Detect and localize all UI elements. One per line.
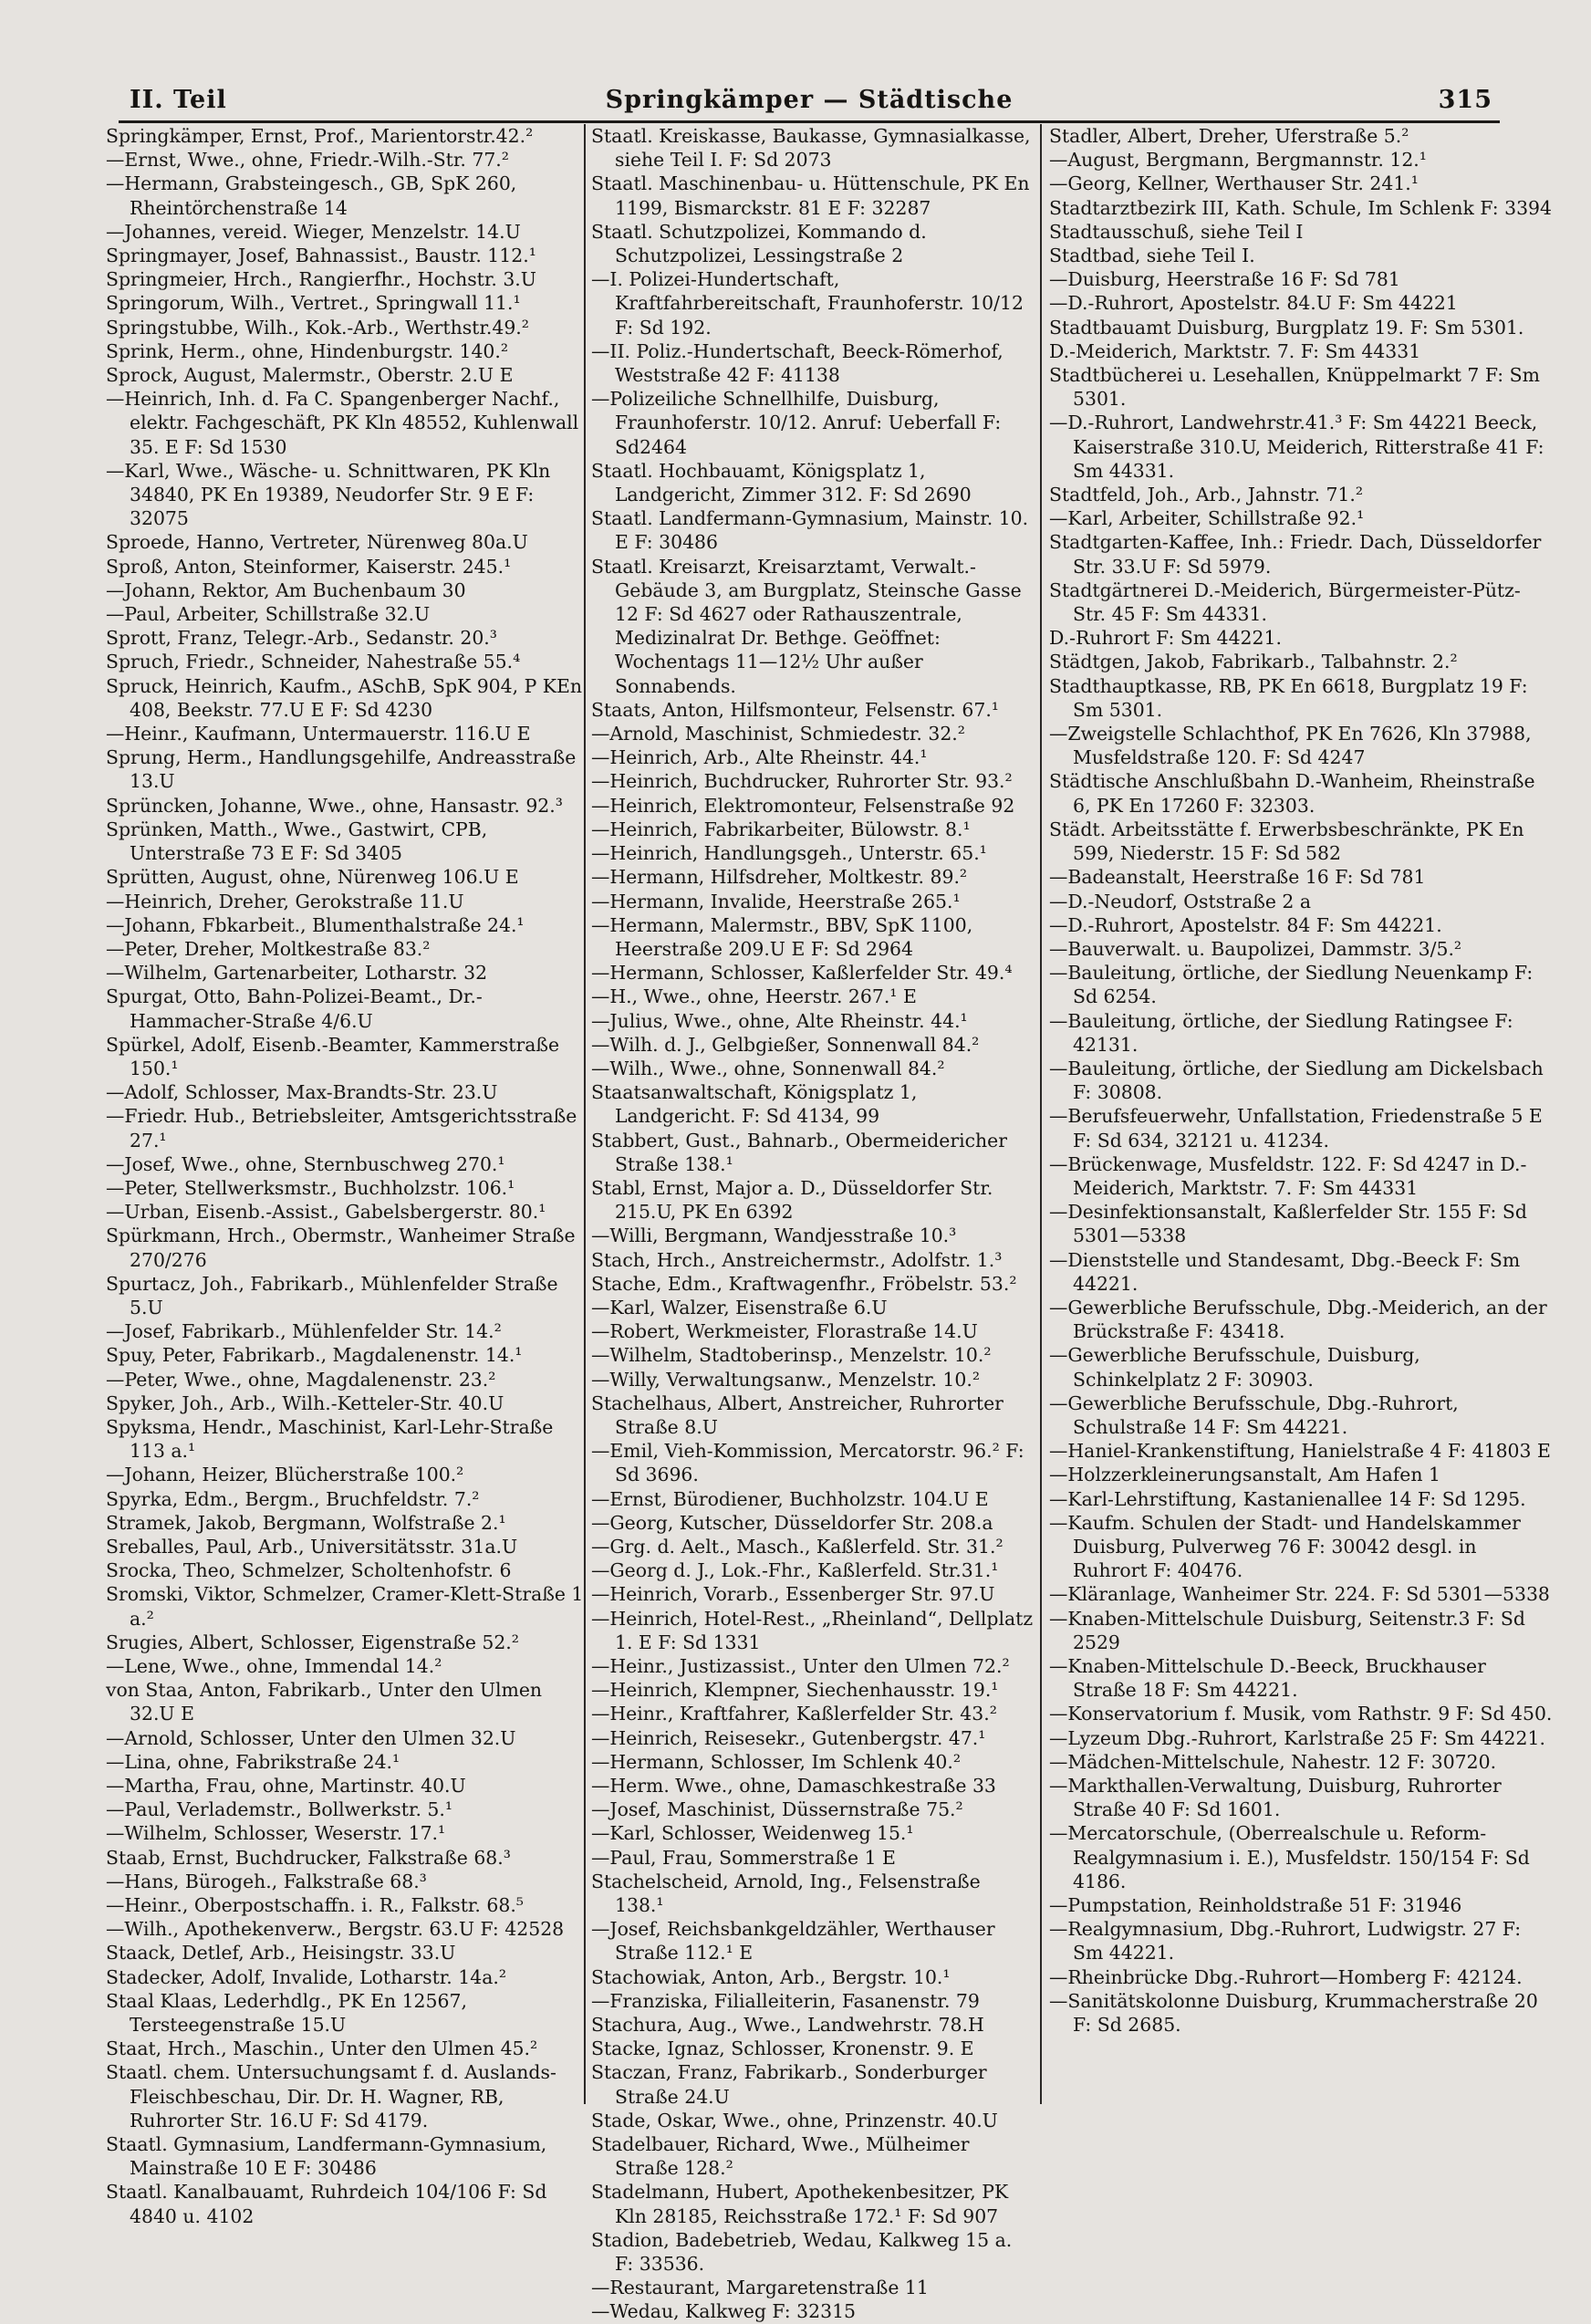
directory-entry: —Julius, Wwe., ohne, Alte Rheinstr. 44.¹ [591,1009,968,1032]
directory-entry: Sprütten, August, ohne, Nürenweg 106.U E [106,866,519,889]
directory-entry: Spruch, Friedr., Schneider, Nahestraße 55.⁴ [106,651,521,673]
directory-entry: —Gewerbliche Berufsschule, Dbg.-Ruhrort, Schulstraße 14 F: Sm 44221. [1049,1391,1459,1438]
directory-entry: —Mädchen-Mittelschule, Nahestr. 12 F: 30720. [1049,1750,1497,1773]
directory-entry: —Konservatorium f. Musik, vom Rathstr. 9 F: Sd 450. [1049,1703,1553,1725]
directory-entry: —Franziska, Filialleiterin, Fasanenstr. 79 [591,1989,980,2012]
directory-entry: —Heinrich, Klempner, Siechenhausstr. 19.¹ [591,1679,999,1702]
page-number: 315 [1438,86,1492,114]
directory-entry: —Sanitätskolonne Duisburg, Krummacherstraße 20 F: Sd 2685. [1049,1989,1538,2037]
directory-entry: Staatsanwaltschaft, Königsplatz 1, Landgericht. F: Sd 4134, 99 [591,1081,918,1128]
directory-entry: —H., Wwe., ohne, Heerstr. 267.¹ E [591,985,917,1008]
directory-entry: Stache, Edm., Kraftwagenfhr., Fröbelstr. 53.² [591,1272,1017,1295]
directory-entry: Staatl. Kreiskasse, Baukasse, Gymnasialkasse, siehe Teil I. F: Sd 2073 [591,125,1031,172]
directory-entry: —Pumpstation, Reinholdstraße 51 F: 31946 [1049,1894,1462,1917]
directory-entry: Stadler, Albert, Dreher, Uferstraße 5.² [1049,125,1409,147]
directory-entry: —Georg, Kutscher, Düsseldorfer Str. 208.a [591,1511,993,1534]
directory-entry: —Duisburg, Heerstraße 16 F: Sd 781 [1049,268,1400,291]
directory-entry: —Heinrich, Vorarb., Essenberger Str. 97.U [591,1583,995,1606]
directory-entry: —Emil, Vieh-Kommission, Mercatorstr. 96.² F: Sd 3696. [591,1440,1024,1486]
directory-entry: —Peter, Stellwerksmstr., Buchholzstr. 106.¹ [106,1176,515,1199]
directory-entry: Spurgat, Otto, Bahn-Polizei-Beamt., Dr.-Hammacher-Straße 4/6.U [106,985,483,1032]
directory-entry: —D.-Ruhrort, Apostelstr. 84 F: Sm 44221. [1049,913,1442,936]
directory-entry: Staatl. Kanalbauamt, Ruhrdeich 104/106 F: Sd 4840 u. 4102 [106,2181,547,2227]
directory-entry: —Josef, Wwe., ohne, Sternbuschweg 270.¹ [106,1152,505,1175]
directory-entry: —Friedr. Hub., Betriebsleiter, Amtsgerichtsstraße 27.¹ [106,1105,577,1152]
directory-entry: Spruck, Heinrich, Kaufm., ASchB, SpK 904, P KEn 408, Beekstr. 77.U E F: Sd 4230 [106,674,583,721]
directory-entry: Staab, Ernst, Buchdrucker, Falkstraße 68.³ [106,1846,511,1869]
directory-entry: Stadtgärtnerei D.-Meiderich, Bürgermeister-Pütz-Str. 45 F: Sm 44331. [1049,578,1521,626]
directory-entry: —Paul, Frau, Sommerstraße 1 E [591,1846,896,1869]
directory-entry: Staczan, Franz, Fabrikarb., Sonderburger Straße 24.U [591,2061,987,2108]
directory-entry: —Josef, Maschinist, Düssernstraße 75.² [591,1798,963,1821]
directory-entry: Staatl. Kreisarzt, Kreisarztamt, Verwalt.-Gebäude 3, am Burgplatz, Steinsche Gasse 12 F: Sd 4627 oder Rathauszentrale, Medizinalrat Dr. Bethge. Geöffnet: Wochentags 11—12½ Uhr außer Sonnabends. [591,555,1022,697]
directory-entry: —Haniel-Krankenstiftung, Hanielstraße 4 F: 41803 E [1049,1440,1551,1463]
directory-entry: —Polizeiliche Schnellhilfe, Duisburg, Fraunhoferstr. 10/12. Anruf: Ueberfall F: Sd2464 [591,388,1002,458]
directory-entry: —Johannes, vereid. Wieger, Menzelstr. 14.U [106,220,521,243]
column-2 [591,124,1035,2323]
directory-entry: —Wilhelm, Stadtoberinsp., Menzelstr. 10.² [591,1344,992,1367]
directory-entry: —Paul, Arbeiter, Schillstraße 32.U [106,603,431,626]
directory-entry: —Desinfektionsanstalt, Kaßlerfelder Str. 155 F: Sd 5301—5338 [1049,1201,1527,1247]
directory-entry: Sprink, Herm., ohne, Hindenburgstr. 140.² [106,339,509,362]
directory-entry: —Hermann, Grabsteingesch., GB, SpK 260, Rheintörchenstraße 14 [106,172,517,219]
directory-entry: —Berufsfeuerwehr, Unfallstation, Friedenstraße 5 E F: Sd 634, 32121 u. 41234. [1049,1105,1543,1152]
directory-entry: Spuy, Peter, Fabrikarb., Magdalenenstr. 14.¹ [106,1344,523,1367]
directory-entry: —Gewerbliche Berufsschule, Duisburg, Schinkelplatz 2 F: 30903. [1049,1344,1420,1391]
directory-entry: —Heinr., Kraftfahrer, Kaßlerfelder Str. 43.² [591,1703,997,1725]
directory-entry: Stachelhaus, Albert, Anstreicher, Ruhrorter Straße 8.U [591,1391,1003,1438]
column-1 [106,124,588,2227]
directory-entry: —Karl, Schlosser, Weidenweg 15.¹ [591,1822,914,1845]
section-label: II. Teil [130,86,227,114]
directory-entry: —Willy, Verwaltungsanw., Menzelstr. 10.² [591,1368,981,1391]
directory-entry: Spürkel, Adolf, Eisenb.-Beamter, Kammerstraße 150.¹ [106,1033,560,1079]
directory-entry: Spurtacz, Joh., Fabrikarb., Mühlenfelder Straße 5.U [106,1272,558,1318]
directory-entry: Staats, Anton, Hilfsmonteur, Felsenstr. 67.¹ [591,698,999,721]
directory-entry: —Ernst, Wwe., ohne, Friedr.-Wilh.-Str. 77.² [106,149,509,172]
directory-entry: Stachowiak, Anton, Arb., Bergstr. 10.¹ [591,1965,951,1988]
directory-entry: Stade, Oskar, Wwe., ohne, Prinzenstr. 40.U [591,2109,998,2131]
directory-entry: —Wedau, Kalkweg F: 32315 [591,2300,857,2323]
directory-entry: Stachura, Aug., Wwe., Landwehrstr. 78.H [591,2014,984,2037]
directory-entry: —Mercatorschule, (Oberrealschule u. Reform-Realgymnasium i. E.), Musfeldstr. 150/154 F: Sd 4186. [1049,1822,1530,1892]
directory-entry: —Hermann, Invalide, Heerstraße 265.¹ [591,890,961,912]
directory-entry: Städtische Anschlußbahn D.-Wanheim, Rheinstraße 6, PK En 17260 F: 32303. [1049,770,1535,817]
directory-entry: —Grg. d. Aelt., Masch., Kaßlerfeld. Str. 31.² [591,1535,1003,1558]
directory-entry: —Johann, Heizer, Blücherstraße 100.² [106,1464,464,1486]
directory-entry: Springstubbe, Wilh., Kok.-Arb., Werthstr.49.² [106,316,529,339]
directory-entry: —Heinr., Justizassist., Unter den Ulmen 72.² [591,1655,1010,1677]
directory-entry: Spyker, Joh., Arb., Wilh.-Ketteler-Str. 40.U [106,1391,504,1414]
directory-entry: —Lina, ohne, Fabrikstraße 24.¹ [106,1750,400,1773]
directory-entry: —Ernst, Bürodiener, Buchholzstr. 104.U E [591,1487,989,1510]
directory-entry: —Martha, Frau, ohne, Martinstr. 40.U [106,1775,466,1798]
directory-entry: Städtgen, Jakob, Fabrikarb., Talbahnstr. 2.² [1049,651,1458,673]
directory-entry: Sromski, Viktor, Schmelzer, Cramer-Klett-Straße 1 a.² [106,1583,584,1630]
directory-entry: —Hermann, Hilfsdreher, Moltkestr. 89.² [591,866,968,889]
directory-entry: —Heinrich, Reisesekr., Gutenbergstr. 47.¹ [591,1726,986,1749]
directory-entry: —Hermann, Malermstr., BBV, SpK 1100, Heerstraße 209.U E F: Sd 2964 [591,913,973,960]
directory-entry: Sprünken, Matth., Wwe., Gastwirt, CPB, Unterstraße 73 E F: Sd 3405 [106,818,488,865]
directory-entry: Springorum, Wilh., Vertret., Springwall 11.¹ [106,292,521,315]
directory-entry: —Wilhelm, Gartenarbeiter, Lotharstr. 32 [106,962,488,985]
directory-entry: —I. Polizei-Hundertschaft, Kraftfahrbereitschaft, Fraunhoferstr. 10/12 F: Sd 192. [591,268,1024,339]
page-header [119,78,1500,123]
directory-entry: Stachelscheid, Arnold, Ing., Felsenstraße 138.¹ [591,1870,981,1917]
directory-entry: Stabbert, Gust., Bahnarb., Obermeidericher Straße 138.¹ [591,1129,1007,1175]
directory-entry: Spürkmann, Hrch., Obermstr., Wanheimer Straße 270/276 [106,1225,576,1271]
directory-entry: —Heinrich, Dreher, Gerokstraße 11.U [106,890,464,912]
directory-entry: —Hans, Bürogeh., Falkstraße 68.³ [106,1870,427,1892]
directory-entry: —Arnold, Maschinist, Schmiedestr. 32.² [591,723,965,745]
directory-entry: —Wilhelm, Schlosser, Weserstr. 17.¹ [106,1822,446,1845]
directory-entry: —Knaben-Mittelschule D.-Beeck, Bruckhauser Straße 18 F: Sm 44221. [1049,1655,1486,1702]
directory-entry: —Johann, Rektor, Am Buchenbaum 30 [106,578,466,601]
running-title: Springkämper — Städtische [605,86,1014,114]
directory-entry: —Heinr., Kaufmann, Untermauerstr. 116.U E [106,723,531,745]
directory-entry: —Heinr., Oberpostschaffn. i. R., Falkstr. 68.⁵ [106,1894,524,1917]
directory-entry: —Lene, Wwe., ohne, Immendal 14.² [106,1655,442,1677]
directory-entry: —II. Poliz.-Hundertschaft, Beeck-Römerhof, Weststraße 42 F: 41138 [591,339,1003,387]
directory-entry: —Karl, Walzer, Eisenstraße 6.U [591,1296,888,1318]
directory-entry: —Urban, Eisenb.-Assist., Gabelsbergerstr. 80.¹ [106,1201,546,1224]
directory-entry: —Rheinbrücke Dbg.-Ruhrort—Homberg F: 42124. [1049,1965,1523,1988]
directory-entry: —Peter, Dreher, Moltkestraße 83.² [106,937,431,960]
directory-entry: —Georg d. J., Lok.-Fhr., Kaßlerfeld. Str.31.¹ [591,1559,999,1582]
directory-entry: Stadtbücherei u. Lesehallen, Knüppelmarkt 7 F: Sm 5301. [1049,364,1540,411]
directory-entry: —Heinrich, Hotel-Rest., „Rheinland“, Dellplatz 1. E F: Sd 1331 [591,1607,1034,1653]
directory-entry: —Bauverwalt. u. Baupolizei, Dammstr. 3/5.² [1049,937,1462,960]
directory-entry: —Wilh., Apothekenverw., Bergstr. 63.U F: 42528 [106,1918,565,1941]
directory-entry: Staatl. Landfermann-Gymnasium, Mainstr. 10. E F: 30486 [591,507,1029,554]
directory-entry: Sprung, Herm., Handlungsgehilfe, Andreasstraße 13.U [106,746,577,793]
directory-entry: —D.-Neudorf, Oststraße 2 a [1049,890,1312,912]
directory-entry: —Dienststelle und Standesamt, Dbg.-Beeck F: Sm 44221. [1049,1248,1521,1295]
directory-entry: —Realgymnasium, Dbg.-Ruhrort, Ludwigstr. 27 F: Sm 44221. [1049,1918,1522,1964]
directory-entry: —Georg, Kellner, Werthauser Str. 241.¹ [1049,172,1419,195]
directory-entry: Spyrka, Edm., Bergm., Bruchfeldstr. 7.² [106,1487,480,1510]
directory-entry: Stadtbad, siehe Teil I. [1049,245,1255,267]
directory-entry: Stadtfeld, Joh., Arb., Jahnstr. 71.² [1049,484,1364,506]
directory-entry: Sproede, Hanno, Vertreter, Nürenweg 80a.U [106,531,528,554]
directory-entry: —Adolf, Schlosser, Max-Brandts-Str. 23.U [106,1081,498,1104]
directory-entry: Stach, Hrch., Anstreichermstr., Adolfstr. 1.³ [591,1248,1003,1271]
directory-entry: Stacke, Ignaz, Schlosser, Kronenstr. 9. E [591,2037,974,2060]
directory-entry: Stadelmann, Hubert, Apothekenbesitzer, PK Kln 28185, Reichsstraße 172.¹ F: Sd 907 [591,2181,1009,2227]
directory-entry: Springkämper, Ernst, Prof., Marientorstr.42.² [106,125,534,147]
directory-entry: —Wilh., Wwe., ohne, Sonnenwall 84.² [591,1057,945,1079]
directory-entry: Städt. Arbeitsstätte f. Erwerbsbeschränkte, PK En 599, Niederstr. 15 F: Sd 582 [1049,818,1524,865]
directory-entry: —Holzzerkleinerungsanstalt, Am Hafen 1 [1049,1464,1440,1486]
directory-entry: Spyksma, Hendr., Maschinist, Karl-Lehr-Straße 113 a.¹ [106,1415,554,1463]
directory-entry: —Robert, Werkmeister, Florastraße 14.U [591,1320,978,1343]
directory-entry: Stadecker, Adolf, Invalide, Lotharstr. 14a.² [106,1965,507,1988]
directory-entry: Sproß, Anton, Steinformer, Kaiserstr. 245.¹ [106,555,512,578]
directory-entry: Springmayer, Josef, Bahnassist., Baustr. 112.¹ [106,245,536,267]
directory-entry: —Heinrich, Arb., Alte Rheinstr. 44.¹ [591,746,928,769]
directory-entry: —Badeanstalt, Heerstraße 16 F: Sd 781 [1049,866,1426,889]
directory-entry: Stadion, Badebetrieb, Wedau, Kalkweg 15 a. F: 33536. [591,2228,1013,2276]
directory-entry: Staatl. Hochbauamt, Königsplatz 1, Landgericht, Zimmer 312. F: Sd 2690 [591,459,972,506]
directory-entry: Stabl, Ernst, Major a. D., Düsseldorfer Str. 215.U, PK En 6392 [591,1176,993,1224]
directory-entry: Staack, Detlef, Arb., Heisingstr. 33.U [106,1942,456,1964]
directory-entry: Stadtgarten-Kaffee, Inh.: Friedr. Dach, Düsseldorfer Str. 33.U F: Sd 5979. [1049,531,1542,578]
directory-entry: Staatl. Gymnasium, Landfermann-Gymnasium, Mainstraße 10 E F: 30486 [106,2133,547,2180]
directory-entry: Staatl. chem. Untersuchungsamt f. d. Auslands-Fleischbeschau, Dir. Dr. H. Wagner, RB, Ruhrorter Str. 16.U F: Sd 4179. [106,2061,556,2131]
directory-entry: —Kläranlage, Wanheimer Str. 224. F: Sd 5301—5338 [1049,1583,1550,1606]
directory-entry: —Brückenwage, Musfeldstr. 122. F: Sd 4247 in D.-Meiderich, Marktstr. 7. F: Sm 44331 [1049,1152,1527,1199]
directory-entry: —Hermann, Schlosser, Kaßlerfelder Str. 49.⁴ [591,962,1013,985]
directory-entry: von Staa, Anton, Fabrikarb., Unter den Ulmen 32.U E [106,1679,543,1725]
directory-entry: —Heinrich, Elektromonteur, Felsenstraße 92 [591,794,1015,817]
directory-entry: —Paul, Verlademstr., Bollwerkstr. 5.¹ [106,1798,453,1821]
directory-entry: —Arnold, Schlosser, Unter den Ulmen 32.U [106,1726,516,1749]
directory-entry: —Herm. Wwe., ohne, Damaschkestraße 33 [591,1775,996,1798]
directory-entry: —Hermann, Schlosser, Im Schlenk 40.² [591,1750,962,1773]
directory-entry: —Willi, Bergmann, Wandjesstraße 10.³ [591,1225,957,1247]
directory-entry: —Heinrich, Inh. d. Fa C. Spangenberger Nachf., elektr. Fachgeschäft, PK Kln 48552, Kuhlenwall 35. E F: Sd 1530 [106,388,579,458]
directory-entry: —Heinrich, Handlungsgeh., Unterstr. 65.¹ [591,842,987,865]
directory-entry: —Knaben-Mittelschule Duisburg, Seitenstr.3 F: Sd 2529 [1049,1607,1525,1653]
directory-entry: Stadtarztbezirk III, Kath. Schule, Im Schlenk F: 3394 [1049,196,1553,219]
directory-entry: —Peter, Wwe., ohne, Magdalenenstr. 23.² [106,1368,496,1391]
directory-entry: —Bauleitung, örtliche, der Siedlung Ratingsee F: 42131. [1049,1009,1513,1056]
directory-entry: —Bauleitung, örtliche, der Siedlung Neuenkamp F: Sd 6254. [1049,962,1534,1008]
directory-entry: —D.-Ruhrort, Landwehrstr.41.³ F: Sm 44221 Beeck, Kaiserstraße 310.U, Meiderich, Ritterstraße 41 F: Sm 44331. [1049,412,1544,482]
directory-entry: Stadtbauamt Duisburg, Burgplatz 19. F: Sm 5301. [1049,316,1524,339]
directory-entry: Srugies, Albert, Schlosser, Eigenstraße 52.² [106,1631,519,1653]
directory-entry: —Lyzeum Dbg.-Ruhrort, Karlstraße 25 F: Sm 44221. [1049,1726,1545,1749]
directory-entry: Stramek, Jakob, Bergmann, Wolfstraße 2.¹ [106,1511,506,1534]
directory-entry: —Gewerbliche Berufsschule, Dbg.-Meiderich, an der Brückstraße F: 43418. [1049,1296,1547,1343]
directory-entry: Stadelbauer, Richard, Wwe., Mülheimer Straße 128.² [591,2133,970,2180]
directory-entry: —Kaufm. Schulen der Stadt- und Handelskammer Duisburg, Pulverweg 76 F: 30042 desgl. in Ruhrort F: 40476. [1049,1511,1521,1582]
directory-entry: Sreballes, Paul, Arb., Universitätsstr. 31a.U [106,1535,518,1558]
column-divider [1040,124,1042,2104]
directory-entry: Springmeier, Hrch., Rangierfhr., Hochstr. 3.U [106,268,536,291]
directory-entry: —Karl, Wwe., Wäsche- u. Schnittwaren, PK Kln 34840, PK En 19389, Neudorfer Str. 9 E F: 32075 [106,459,551,530]
directory-entry: Staatl. Schutzpolizei, Kommando d. Schutzpolizei, Lessingstraße 2 [591,220,927,267]
directory-entry: —Bauleitung, örtliche, der Siedlung am Dickelsbach F: 30808. [1049,1057,1544,1104]
directory-entry: Sprock, August, Malermstr., Oberstr. 2.U E [106,364,514,387]
directory-entry: Staat, Hrch., Maschin., Unter den Ulmen 45.² [106,2037,538,2060]
directory-entry: —Heinrich, Buchdrucker, Ruhrorter Str. 93.² [591,770,1013,793]
directory-entry: —Johann, Fbkarbeit., Blumenthalstraße 24.¹ [106,913,525,936]
directory-entry: —Josef, Fabrikarb., Mühlenfelder Str. 14.² [106,1320,502,1343]
directory-entry: —Wilh. d. J., Gelbgießer, Sonnenwall 84.² [591,1033,980,1056]
directory-entry: Staal Klaas, Lederhdlg., PK En 12567, Tersteegenstraße 15.U [106,1989,467,2037]
directory-entry: Staatl. Maschinenbau- u. Hüttenschule, PK En 1199, Bismarckstr. 81 E F: 32287 [591,172,1030,219]
column-divider [584,124,586,2104]
directory-entry: Sprott, Franz, Telegr.-Arb., Sedanstr. 20.³ [106,627,497,650]
column-3 [1049,124,1553,2159]
directory-entry: —Heinrich, Fabrikarbeiter, Bülowstr. 8.¹ [591,818,971,840]
directory-entry: Stadthauptkasse, RB, PK En 6618, Burgplatz 19 F: Sm 5301. [1049,674,1528,721]
directory-entry: D.-Meiderich, Marktstr. 7. F: Sm 44331 [1049,339,1421,362]
directory-entry: Stadtausschuß, siehe Teil I [1049,220,1304,243]
directory-entry: —Karl, Arbeiter, Schillstraße 92.¹ [1049,507,1365,530]
directory-entry: Sprüncken, Johanne, Wwe., ohne, Hansastr. 92.³ [106,794,563,817]
directory-entry: Srocka, Theo, Schmelzer, Scholtenhofstr. 6 [106,1559,512,1582]
directory-entry: D.-Ruhrort F: Sm 44221. [1049,627,1282,650]
directory-entry: —D.-Ruhrort, Apostelstr. 84.U F: Sm 44221 [1049,292,1458,315]
directory-entry: —Markthallen-Verwaltung, Duisburg, Ruhrorter Straße 40 F: Sd 1601. [1049,1775,1502,1821]
directory-entry: —August, Bergmann, Bergmannstr. 12.¹ [1049,149,1427,172]
directory-entry: —Restaurant, Margaretenstraße 11 [591,2277,929,2299]
directory-entry: —Josef, Reichsbankgeldzähler, Werthauser Straße 112.¹ E [591,1918,995,1964]
directory-entry: —Zweigstelle Schlachthof, PK En 7626, Kln 37988, Musfeldstraße 120. F: Sd 4247 [1049,723,1532,769]
directory-entry: —Karl-Lehrstiftung, Kastanienallee 14 F: Sd 1295. [1049,1487,1526,1510]
